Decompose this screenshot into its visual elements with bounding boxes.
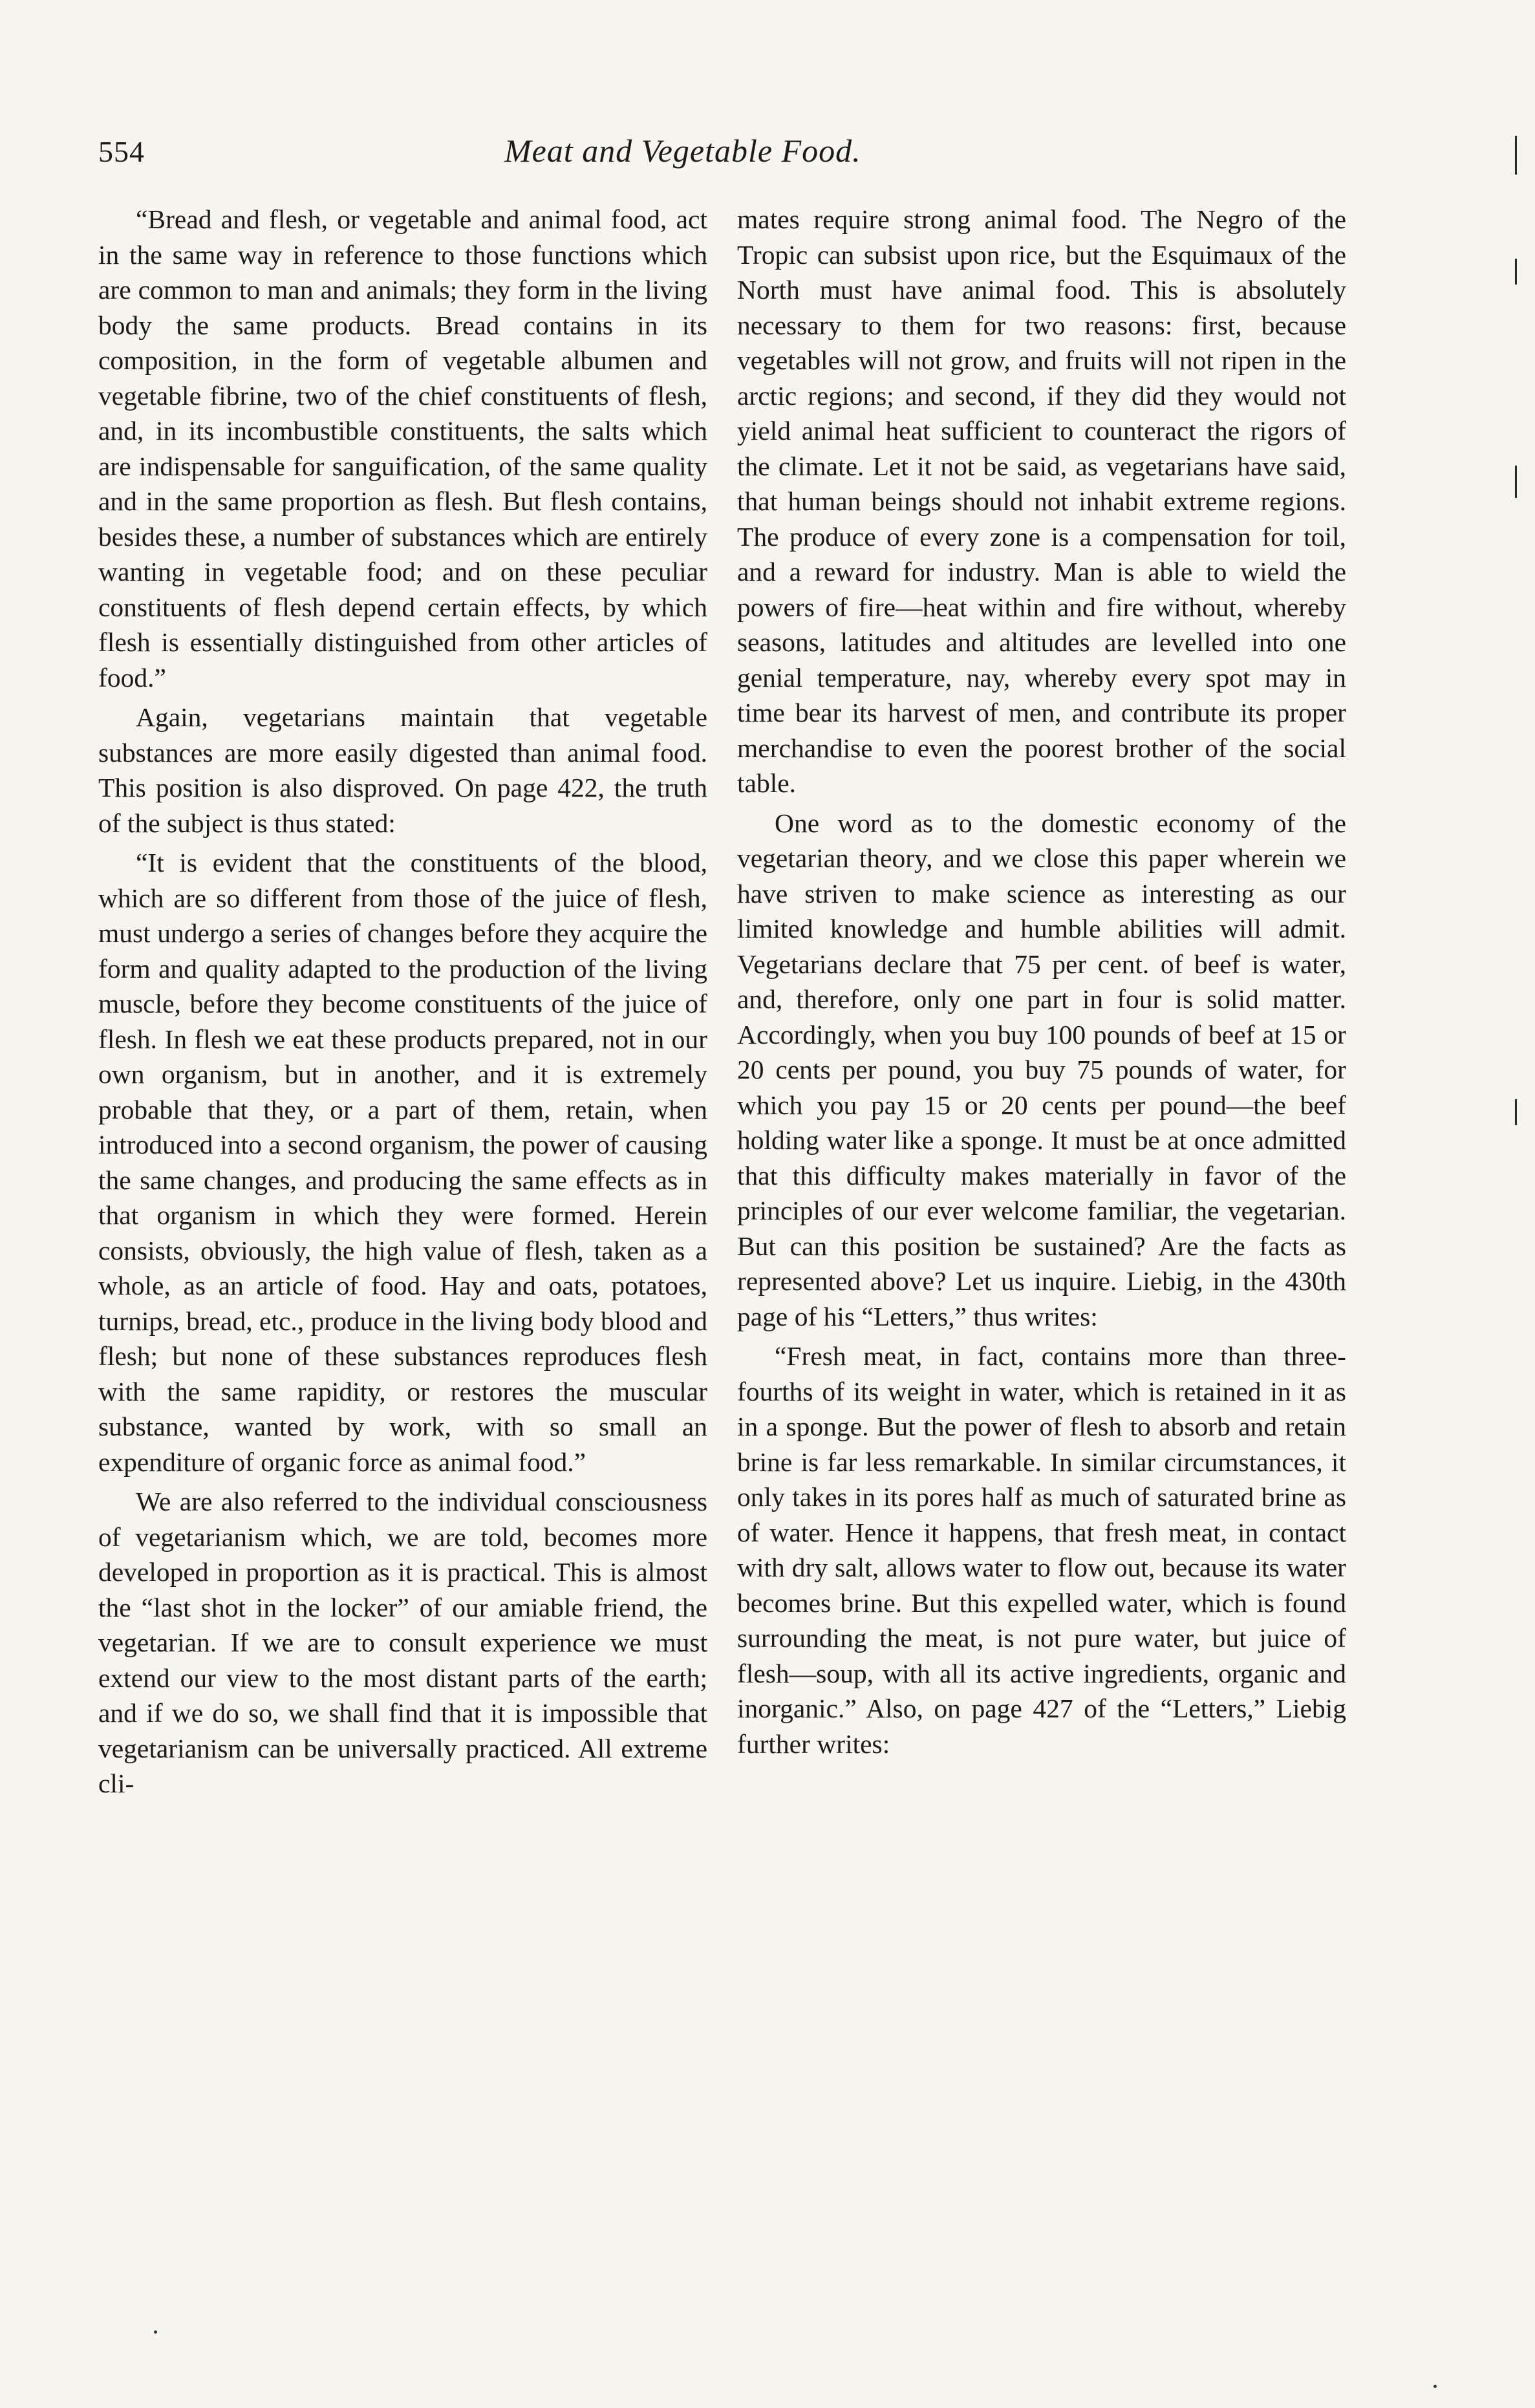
scan-edge-mark: [1515, 259, 1517, 285]
right-paragraph-1: mates require strong animal food. The Negro of the Tropic can subsist upon rice, but the Esquimaux of the North must have animal food. This is absolutely necessary to them for two reasons: first, because vegetables will not grow, and fruits will not ripen in the arctic regions; and second, if they did they would not yield animal heat sufficient to counteract the rigors of the climate. Let it not be said, as vegetarians have said, that human beings should not inhabit extreme regions. The produce of every zone is a compensation for toil, and a reward for industry. Man is able to wield the powers of fire—heat within and fire without, whereby seasons, latitudes and altitudes are levelled into one genial temperature, nay, whereby every spot may in time bear its harvest of men, and contribute its proper merchandise to even the poorest brother of the social table.: [737, 204, 1346, 798]
scan-edge-mark: [1515, 466, 1517, 498]
right-paragraph-2: One word as to the domestic economy of the vegetarian theory, and we close this paper wherein we have striven to make science as interesting as our limited knowledge and humble abilities will admit. Vegetarians declare that 75 per cent. of beef is water, and, therefore, only one part in four is solid matter. Accordingly, when you buy 100 pounds of beef at 15 or 20 cents per pound, you buy 75 pounds of water, for which you pay 15 or 20 cents per pound—the beef holding water like a sponge. It must be at once admitted that this difficulty makes materially in favor of the principles of our ever welcome familiar, the vegetarian. But can this position be sustained? Are the facts as represented above? Let us inquire. Liebig, in the 430th page of his “Letters,” thus writes:: [737, 808, 1346, 1331]
scan-edge-mark: [1515, 1099, 1517, 1125]
left-paragraph-3: “It is evident that the constituents of the blood, which are so different from those of the juice of flesh, must undergo a series of changes before they acquire the form and quality adapted to the production of the living muscle, before they become constituents of the juice of flesh. In flesh we eat these products prepared, not in our own organism, but in another, and it is extremely probable that they, or a part of them, retain, when introduced into a second organism, the power of causing the same changes, and producing the same effects as in that organism in which they were formed. Herein consists, obviously, the high value of flesh, taken as a whole, as an article of food. Hay and oats, potatoes, turnips, bread, etc., produce in the living body blood and flesh; but none of these substances reproduces flesh with the same rapidity, or restores the muscular substance, wanted by work, with so small an expenditure of organic force as animal food.”: [98, 848, 707, 1477]
left-column: [98, 202, 707, 1806]
left-paragraph-4: We are also referred to the individual consciousness of vegetarianism which, we are told, becomes more developed in proportion as it is practical. This is almost the “last shot in the locker” of our amiable friend, the vegetarian. If we are to consult experience we must extend our view to the most distant parts of the earth; and if we do so, we shall find that it is impossible that vegetarianism can be universally practiced. All extreme cli-: [98, 1487, 707, 1798]
running-title: Meat and Vegetable Food.: [504, 133, 861, 169]
right-paragraph-3: “Fresh meat, in fact, contains more than three-fourths of its weight in water, which is retained in it as in a sponge. But the power of flesh to absorb and retain brine is far less remarkable. In similar circumstances, it only takes in its pores half as much of saturated brine as of water. Hence it happens, that fresh meat, in contact with dry salt, allows water to flow out, because its water becomes brine. But this expelled water, which is found surrounding the meat, is not pure water, but juice of flesh—soup, with all its active ingredients, organic and inorganic.” Also, on page 427 of the “Letters,” Liebig further writes:: [737, 1341, 1346, 1759]
left-paragraph-1: “Bread and flesh, or vegetable and animal food, act in the same way in reference to those functions which are common to man and animals; they form in the living body the same products. Bread contains in its composition, in the form of vegetable albumen and vegetable fibrine, two of the chief constituents of flesh, and, in its incombustible constituents, the salts which are indispensable for sanguification, of the same quality and in the same proportion as flesh. But flesh contains, besides these, a number of substances which are entirely wanting in vegetable food; and on these peculiar constituents of flesh depend certain effects, by which flesh is essentially distinguished from other articles of food.”: [98, 204, 707, 693]
left-paragraph-2: Again, vegetarians maintain that vegetable substances are more easily digested than animal food. This position is also disproved. On page 422, the truth of the subject is thus stated:: [98, 702, 707, 838]
scan-speck: [154, 2330, 157, 2334]
scan-edge-mark: [1515, 136, 1517, 175]
right-column: [737, 202, 1346, 1766]
scan-speck: [1433, 2385, 1437, 2388]
page-number: 554: [98, 135, 145, 168]
